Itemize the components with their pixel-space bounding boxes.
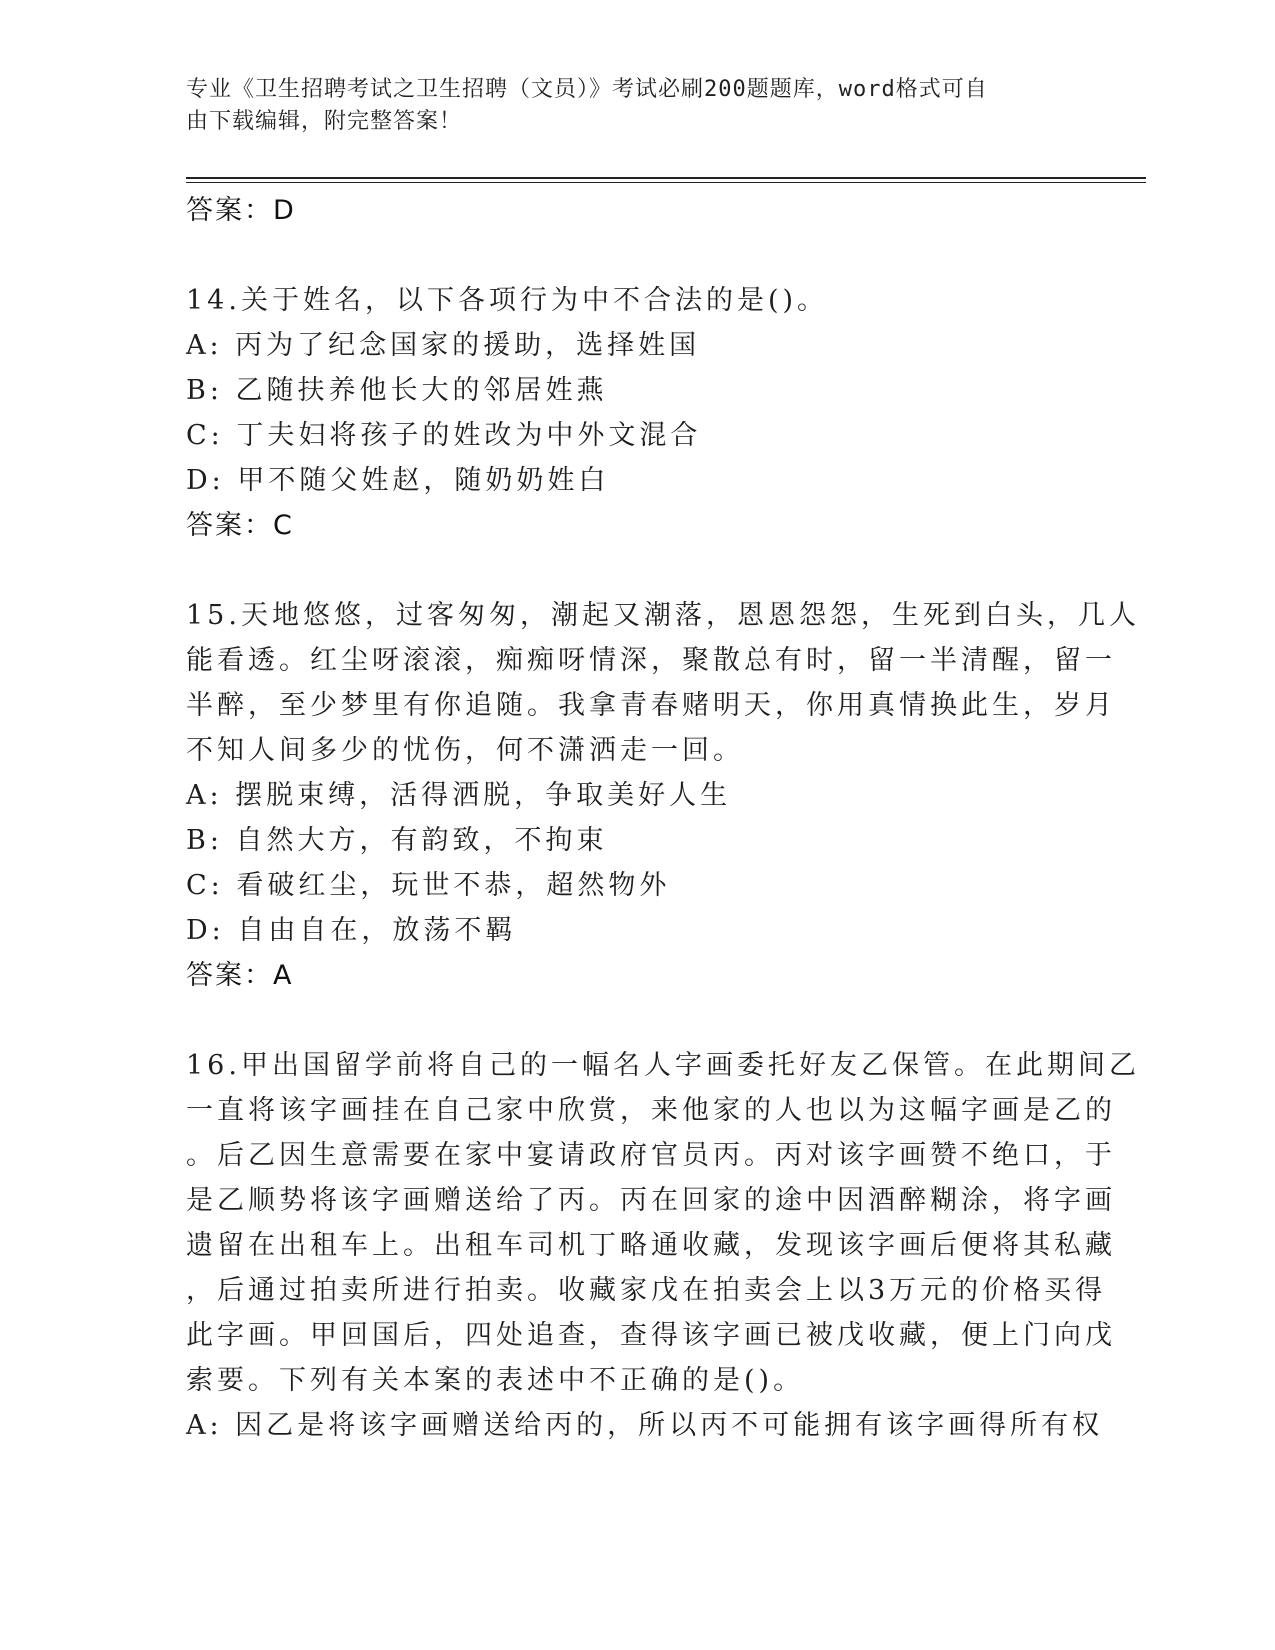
answer: 答案：A — [186, 960, 294, 991]
question-text-line: 半醉，至少梦里有你追随。我拿青春赌明天，你用真情换此生，岁月 — [186, 690, 1116, 721]
question-text-line: 能看透。红尘呀滚滚，痴痴呀情深，聚散总有时，留一半清醒，留一 — [186, 645, 1116, 676]
header-rule-thin — [186, 182, 1146, 183]
question-text-line: 一直将该字画挂在自己家中欣赏，来他家的人也以为这幅字画是乙的 — [186, 1095, 1116, 1126]
spacer — [186, 998, 1066, 1043]
option-a: A: 因乙是将该字画赠送给丙的，所以丙不可能拥有该字画得所有权 — [186, 1410, 1104, 1441]
question-text-line: ，后通过拍卖所进行拍卖。收藏家戊在拍卖会上以3万元的价格买得 — [186, 1275, 1107, 1306]
option-d: D: 自由自在，放荡不羁 — [186, 915, 517, 946]
option-c: C: 看破红尘，玩世不恭，超然物外 — [186, 870, 671, 901]
question-text-line: 不知人间多少的忧伤，何不潇洒走一回。 — [186, 735, 744, 766]
question-text-line: 遗留在出租车上。出租车司机丁略通收藏，发现该字画后便将其私藏 — [186, 1230, 1116, 1261]
option-d: D: 甲不随父姓赵，随奶奶姓白 — [186, 465, 610, 496]
header-line-2: 由下载编辑，附完整答案！ — [186, 109, 463, 134]
question-text-line: 。后乙因生意需要在家中宴请政府官员丙。丙对该字画赞不绝口，于 — [186, 1140, 1116, 1171]
question-content — [186, 188, 1140, 1448]
document-header — [186, 74, 1066, 138]
header-rule-thick — [186, 177, 1146, 179]
spacer — [186, 233, 1066, 278]
question-14 — [186, 278, 1066, 548]
question-text-line: 14.关于姓名，以下各项行为中不合法的是()。 — [186, 285, 829, 316]
question-text-line: 15.天地悠悠，过客匆匆，潮起又潮落，恩恩怨怨，生死到白头，几人 — [186, 600, 1140, 631]
option-a: A: 丙为了纪念国家的援助，选择姓国 — [186, 330, 701, 361]
previous-answer: 答案：D — [186, 195, 296, 226]
question-text-line: 索要。下列有关本案的表述中不正确的是()。 — [186, 1365, 805, 1396]
option-c: C: 丁夫妇将孩子的姓改为中外文混合 — [186, 420, 702, 451]
spacer — [186, 548, 1066, 593]
header-line-1: 专业《卫生招聘考试之卫生招聘（文员）》考试必刷200题题库，word格式可自 — [186, 77, 988, 102]
answer: 答案：C — [186, 510, 294, 541]
option-a: A: 摆脱束缚，活得洒脱，争取美好人生 — [186, 780, 732, 811]
option-b: B: 自然大方，有韵致，不拘束 — [186, 825, 608, 856]
option-b: B: 乙随扶养他长大的邻居姓燕 — [186, 375, 608, 406]
question-text-line: 是乙顺势将该字画赠送给了丙。丙在回家的途中因酒醉糊涂，将字画 — [186, 1185, 1116, 1216]
question-15 — [186, 593, 1140, 998]
question-text-line: 此字画。甲回国后，四处追查，查得该字画已被戊收藏，便上门向戊 — [186, 1320, 1116, 1351]
question-text-line: 16.甲出国留学前将自己的一幅名人字画委托好友乙保管。在此期间乙 — [186, 1050, 1140, 1081]
question-16 — [186, 1043, 1140, 1448]
